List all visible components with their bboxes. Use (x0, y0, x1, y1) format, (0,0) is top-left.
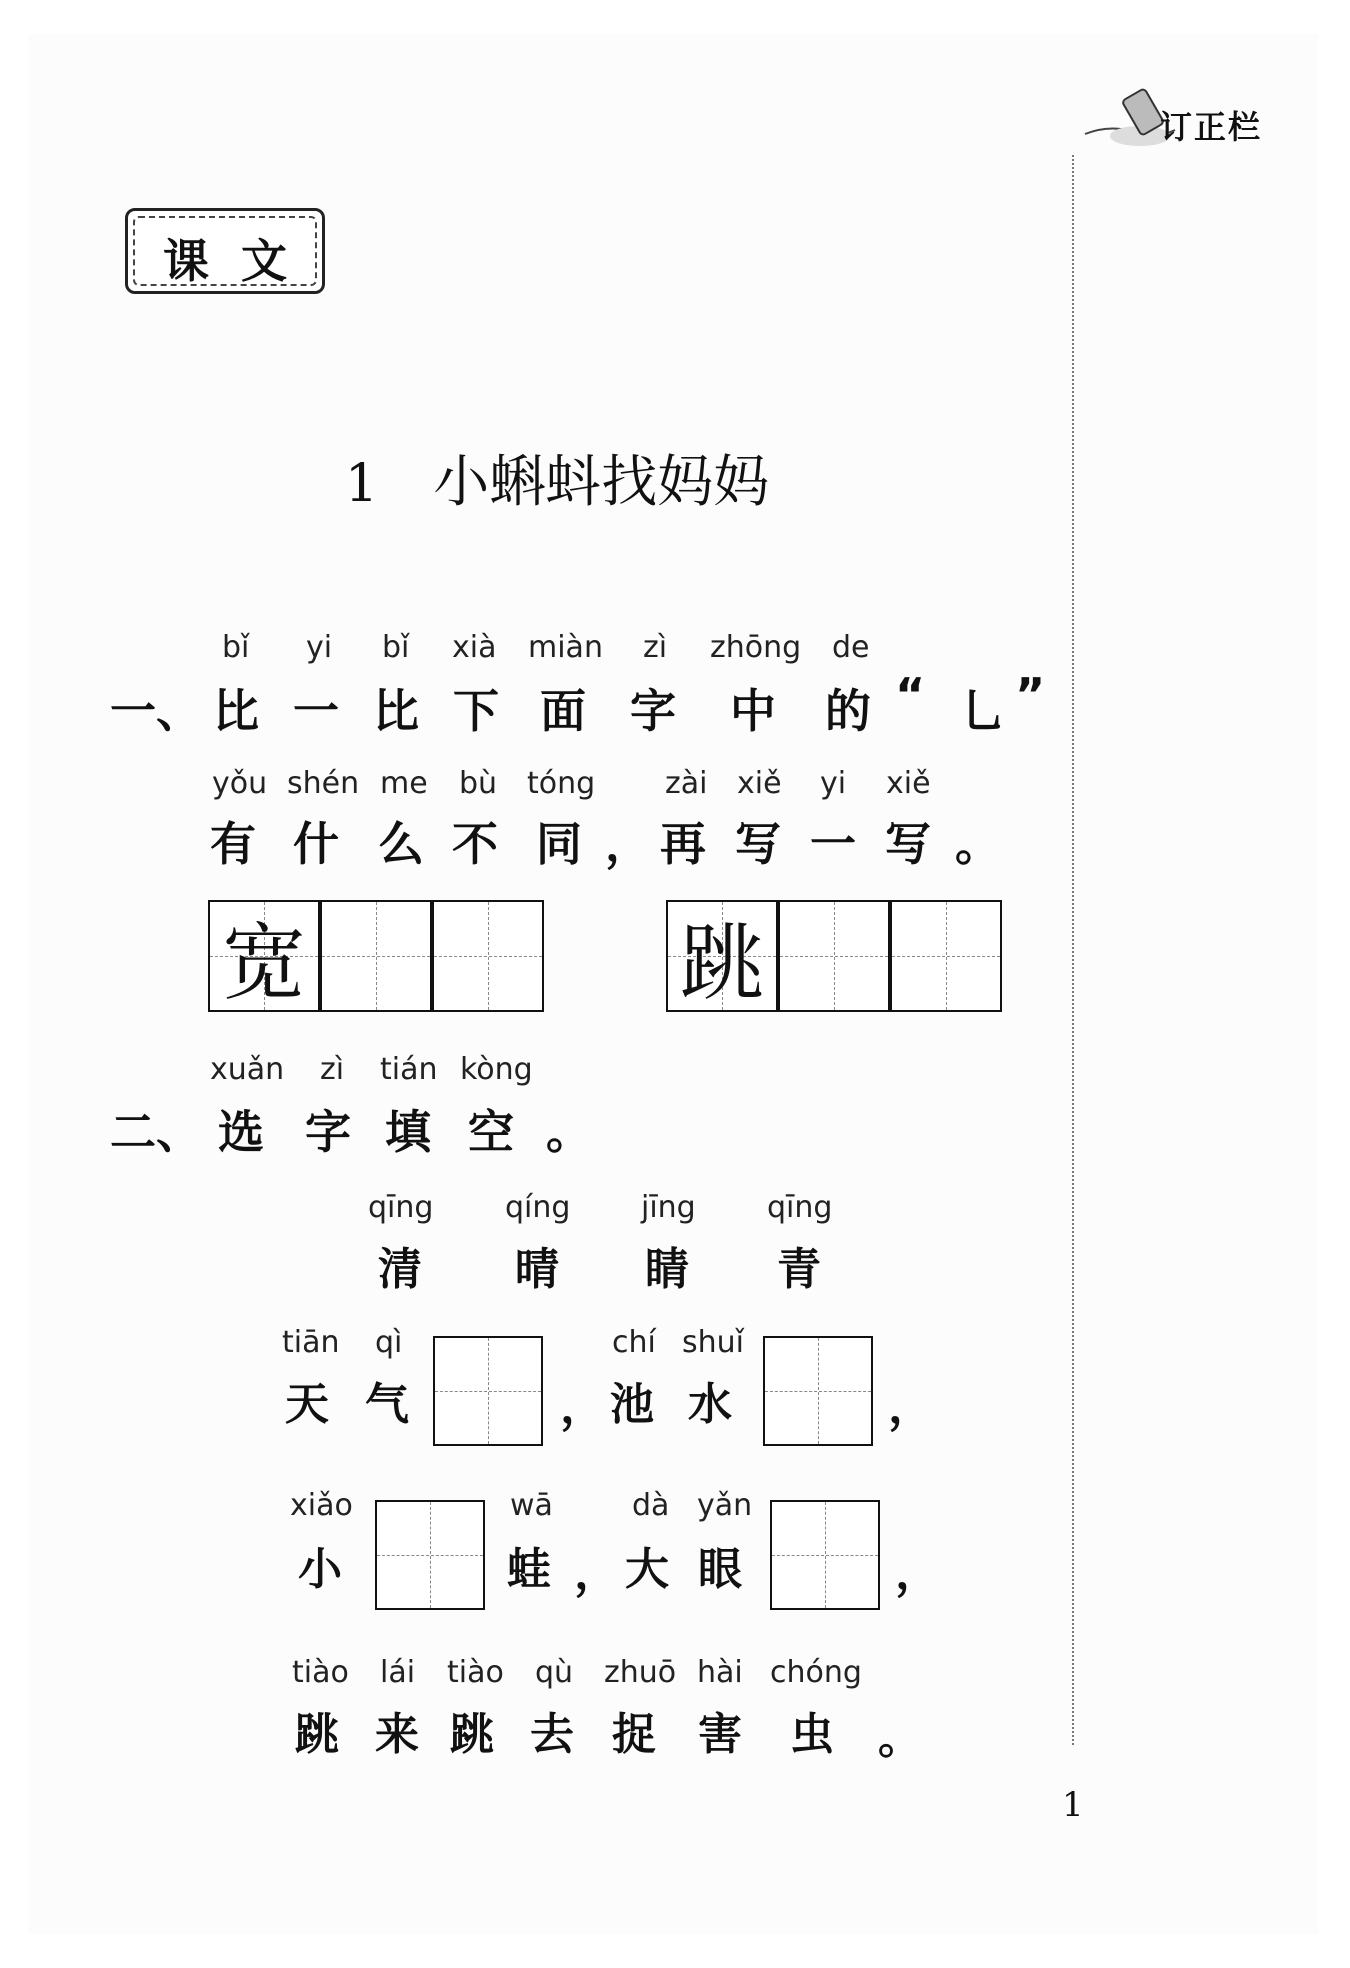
hanzi: 什 (293, 817, 339, 871)
pinyin: zhōng (710, 630, 802, 665)
model-cell (208, 900, 320, 1012)
option-pinyin: qīng (767, 1190, 833, 1225)
lesson-number: 1 (345, 454, 379, 514)
pinyin: lái (380, 1655, 416, 1690)
model-cell (666, 900, 778, 1012)
hanzi: 小 (298, 1544, 342, 1595)
pinyin: bǐ (382, 630, 410, 665)
pinyin: tiān (282, 1325, 340, 1360)
quote-open: “ (895, 668, 926, 722)
pinyin: xià (452, 630, 497, 665)
pinyin: yi (306, 630, 333, 665)
hanzi: 来 (375, 1709, 419, 1760)
comma: ， (560, 1379, 606, 1433)
hanzi: 下 (453, 684, 499, 738)
pinyin: bǐ (222, 630, 250, 665)
hanzi: 面 (540, 684, 586, 738)
pinyin: tiào (292, 1655, 349, 1690)
pinyin: kòng (460, 1052, 533, 1087)
pinyin: shuǐ (682, 1325, 744, 1360)
pinyin: qì (375, 1325, 403, 1360)
hanzi: 捉 (612, 1709, 656, 1760)
correction-column-header (1080, 84, 1300, 154)
correction-column-label: 订正栏 (1160, 108, 1263, 146)
section-badge (125, 208, 325, 294)
period: 。 (546, 1105, 592, 1159)
option-pinyin: jīng (641, 1190, 696, 1225)
pinyin: yi (820, 766, 847, 801)
practice-cell[interactable] (320, 900, 432, 1012)
section-badge-label: 课 文 (162, 234, 288, 288)
hanzi: 蛙 (507, 1544, 551, 1595)
hanzi: 去 (530, 1709, 574, 1760)
hanzi: 害 (698, 1709, 742, 1760)
comma: ， (895, 1545, 941, 1599)
hanzi: 么 (378, 817, 424, 871)
hanzi: 字 (305, 1105, 351, 1159)
option-char: 青 (777, 1244, 821, 1295)
comma: ， (888, 1379, 934, 1433)
pinyin: tóng (527, 766, 596, 801)
answer-box[interactable] (375, 1500, 485, 1610)
quote-close: ” (1015, 668, 1046, 722)
hanzi: 虫 (790, 1709, 834, 1760)
option-pinyin: qíng (505, 1190, 571, 1225)
hanzi: 字 (630, 684, 676, 738)
pinyin: xiǎo (290, 1488, 353, 1523)
correction-divider (1072, 155, 1074, 1745)
practice-cell[interactable] (778, 900, 890, 1012)
pinyin: hài (697, 1655, 743, 1690)
hanzi: 有 (210, 817, 256, 871)
pinyin: tiào (447, 1655, 504, 1690)
pinyin: wā (510, 1488, 553, 1523)
hanzi: 不 (452, 817, 498, 871)
hanzi: 填 (385, 1105, 431, 1159)
lesson-title (345, 438, 769, 518)
hanzi: 比 (373, 684, 419, 738)
option-char: 清 (378, 1244, 422, 1295)
hanzi: 选 (218, 1105, 264, 1159)
comma: ， (605, 817, 651, 871)
answer-box[interactable] (770, 1500, 880, 1610)
hanzi: 跳 (450, 1709, 494, 1760)
answer-box[interactable] (763, 1336, 873, 1446)
pinyin: xiě (737, 766, 782, 801)
pinyin: zài (665, 766, 708, 801)
hanzi: 再 (660, 817, 706, 871)
lesson-title-text: 小蝌蚪找妈妈 (433, 450, 770, 515)
hanzi: 写 (885, 817, 931, 871)
answer-box[interactable] (433, 1336, 543, 1446)
comma: ， (574, 1545, 620, 1599)
pinyin: zì (643, 630, 668, 665)
exercise-number: 一、 (110, 684, 202, 738)
pinyin: xuǎn (210, 1052, 285, 1087)
option-pinyin: qīng (368, 1190, 434, 1225)
pinyin: chóng (770, 1655, 862, 1690)
pinyin: bù (459, 766, 498, 801)
exercise-number: 二、 (110, 1105, 202, 1159)
hanzi: 一 (293, 684, 339, 738)
hanzi: 眼 (698, 1544, 742, 1595)
model-char: 跳 (679, 913, 764, 1012)
pinyin: yǎn (697, 1488, 753, 1523)
hanzi: 池 (610, 1379, 654, 1430)
hanzi: 一 (810, 817, 856, 871)
pinyin: dà (632, 1488, 670, 1523)
writing-grid-1 (208, 900, 544, 1014)
radical: 乚 (960, 684, 1006, 738)
pinyin: yǒu (212, 766, 268, 801)
hanzi: 的 (825, 684, 871, 738)
hanzi: 气 (365, 1379, 409, 1430)
hanzi: 大 (625, 1544, 669, 1595)
hanzi: 空 (468, 1105, 514, 1159)
practice-cell[interactable] (432, 900, 544, 1012)
period: 。 (878, 1713, 922, 1764)
option-char: 睛 (645, 1244, 689, 1295)
hanzi: 中 (730, 684, 776, 738)
hanzi: 天 (285, 1379, 329, 1430)
pinyin: shén (287, 766, 360, 801)
hanzi: 比 (213, 684, 259, 738)
pinyin: xiě (886, 766, 931, 801)
writing-grid-2 (666, 900, 1002, 1014)
pinyin: zì (320, 1052, 345, 1087)
pinyin: miàn (528, 630, 603, 665)
period: 。 (955, 817, 1001, 871)
pinyin: de (832, 630, 870, 665)
pinyin: chí (612, 1325, 656, 1360)
pinyin: zhuō (604, 1655, 677, 1690)
hanzi: 跳 (295, 1709, 339, 1760)
pinyin: tián (380, 1052, 438, 1087)
pinyin: me (380, 766, 428, 801)
practice-cell[interactable] (890, 900, 1002, 1012)
page-number: 1 (1062, 1785, 1084, 1825)
pinyin: qù (535, 1655, 574, 1690)
model-char: 宽 (221, 913, 306, 1012)
hanzi: 同 (536, 817, 582, 871)
option-char: 晴 (515, 1244, 559, 1295)
hanzi: 水 (688, 1379, 732, 1430)
hanzi: 写 (735, 817, 781, 871)
